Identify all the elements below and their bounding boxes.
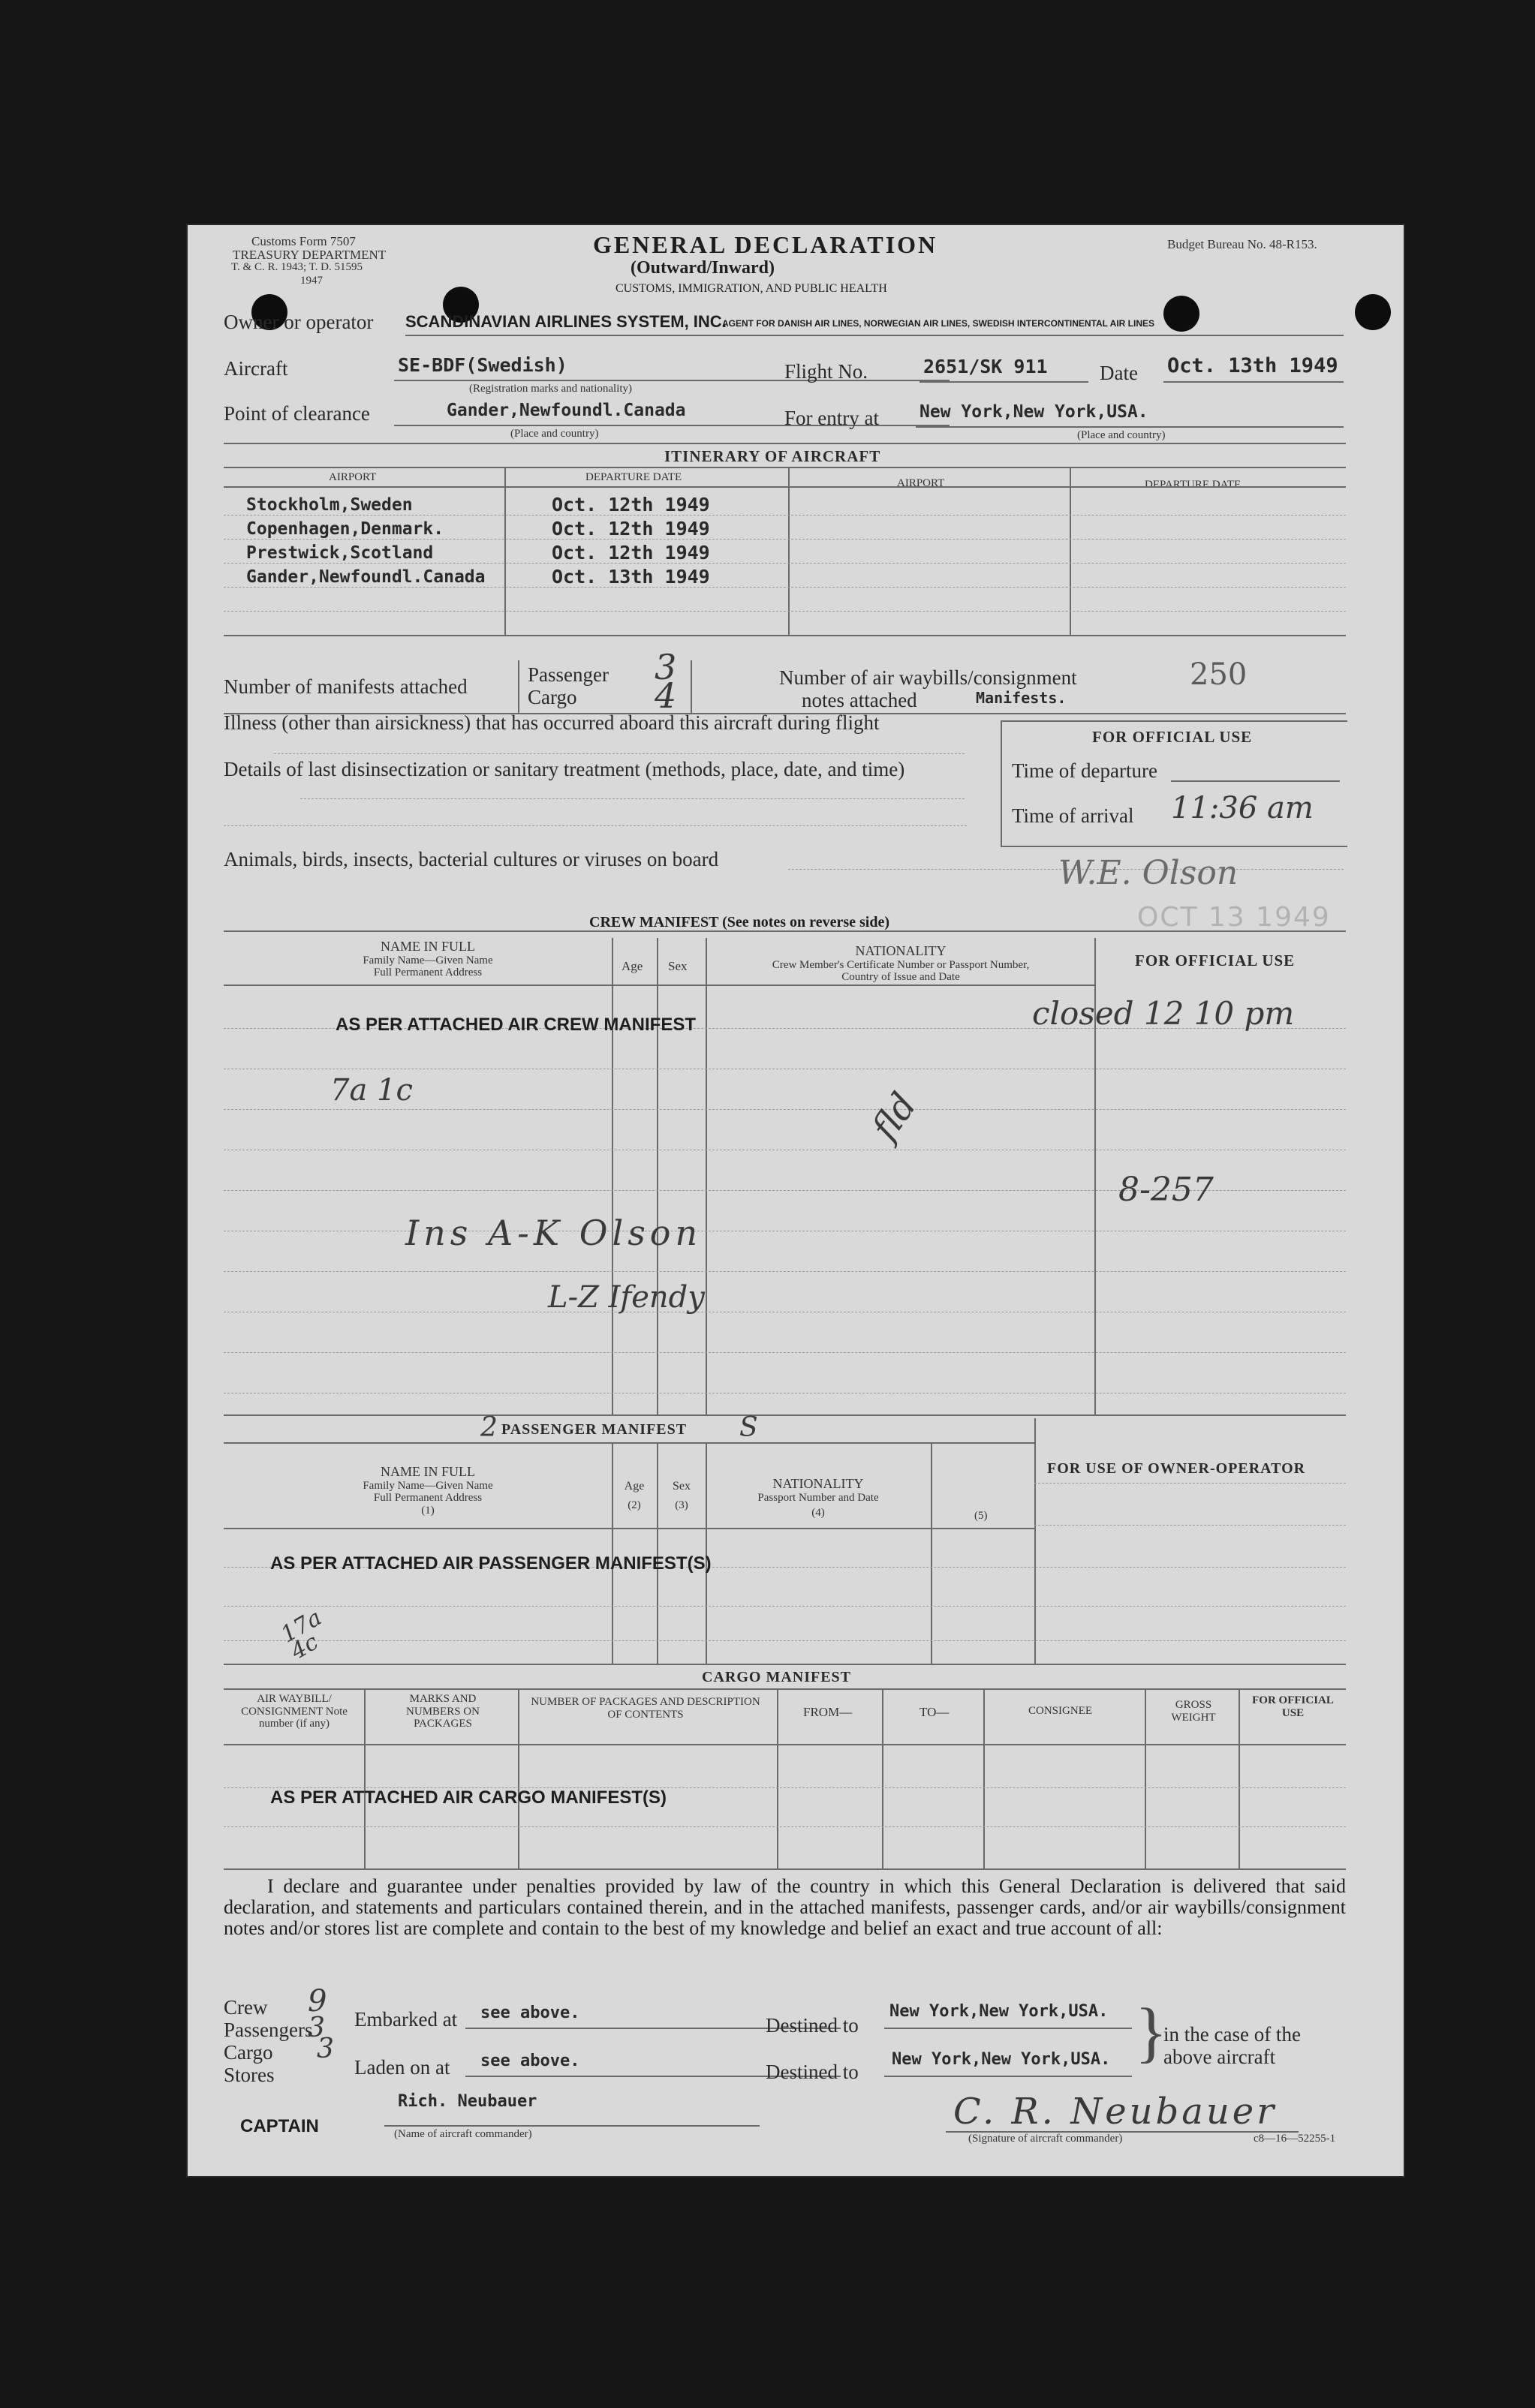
- captain-name-line: [384, 2125, 760, 2127]
- punch-hole: [1163, 296, 1199, 332]
- passenger-col-name: [263, 1465, 593, 1517]
- flight-underline: [919, 381, 1088, 383]
- crew-col-name-3: Full Permanent Address: [373, 967, 483, 979]
- destined-value: New York,New York,USA.: [889, 2002, 1109, 2021]
- flight-label: Flight No.: [784, 360, 868, 383]
- case-label-1: in the case of the: [1163, 2023, 1301, 2046]
- cargo-top-rule: [224, 1688, 1346, 1690]
- declaration-text: I declare and guarantee under penalties provided by law of the country in which this General Declaration is delivered that said declaration, and statements and particulars contained therein, and in the attached manifests, passenger cards, and/or air waybills/consignment notes and/or stores list are complete and contain to the best of my knowledge and belief an exact and true account of all:: [224, 1875, 1346, 1939]
- cargo-col-marks: MARKS AND NUMBERS ON PACKAGES: [406, 1693, 480, 1730]
- itinerary-col-rule: [224, 486, 1346, 488]
- passenger-col-age-label: Age: [624, 1480, 645, 1493]
- budget-number: Budget Bureau No. 48-R153.: [1167, 237, 1317, 251]
- crew-bottom-rule: [224, 1414, 1346, 1416]
- owner-underline: [405, 335, 1344, 336]
- passenger-col-name-2: Family Name—Given Name: [363, 1479, 493, 1492]
- passenger-col-sex-label: Sex: [673, 1480, 691, 1493]
- passenger-divider: [1034, 1418, 1036, 1664]
- arrival-time-label: Time of arrival: [1012, 804, 1134, 827]
- cargo-col-from: FROM—: [803, 1705, 853, 1719]
- itinerary-date: Oct. 12th 1949: [552, 518, 710, 540]
- itinerary-col-departure: DEPARTURE DATE: [585, 471, 682, 483]
- passenger-top-rule: [224, 1442, 1034, 1444]
- departure-time-line: [1171, 780, 1340, 782]
- official-use-title: FOR OFFICIAL USE: [1092, 728, 1253, 746]
- crew-inspector-note: Ins A-K Olson: [405, 1213, 703, 1253]
- passenger-col-sex-num: (3): [675, 1499, 688, 1511]
- crew-closed-note: closed 12 10 pm: [1032, 995, 1295, 1032]
- cargo-divider: [518, 1688, 519, 1868]
- date-underline: [1163, 381, 1344, 383]
- itinerary-row-line: [224, 587, 1346, 588]
- passenger-col-age-num: (2): [628, 1499, 641, 1511]
- waybills-label-2: notes attached: [802, 689, 917, 711]
- passenger-col-nationality: [713, 1477, 923, 1520]
- regulation-line: T. & C. R. 1943; T. D. 51595: [231, 261, 363, 273]
- form-number: Customs Form 7507: [251, 234, 356, 248]
- manifests-cargo-label: Cargo: [528, 686, 577, 708]
- manifests-passenger-label: Passenger: [528, 663, 609, 686]
- manifests-box-edge: [518, 660, 519, 713]
- cargo-col-consignee: CONSIGNEE: [1028, 1705, 1092, 1717]
- disinsect-label: Details of last disinsectization or sanitary treatment (methods, place, date, and time): [224, 758, 905, 780]
- aircraft-label: Aircraft: [224, 357, 288, 380]
- disinsect-line: [224, 825, 967, 826]
- cargo-divider: [882, 1688, 883, 1868]
- passenger-col-name-3: Full Permanent Address: [373, 1492, 483, 1505]
- department: TREASURY DEPARTMENT: [233, 248, 387, 262]
- crew-col-name: [263, 939, 593, 979]
- flight-value: 2651/SK 911: [923, 356, 1048, 377]
- captain-name: Rich. Neubauer: [398, 2092, 537, 2111]
- owner-row-line: [1034, 1483, 1346, 1484]
- cargo-count-label: Cargo: [224, 2041, 273, 2064]
- waybills-label: Number of air waybills/consignment: [779, 666, 1077, 689]
- passenger-row-line: [224, 1606, 1346, 1607]
- itinerary-date: Oct. 12th 1949: [552, 494, 710, 516]
- itinerary-airport: Copenhagen,Denmark.: [246, 519, 444, 539]
- crew-col-age: Age: [622, 959, 643, 973]
- crew-row-line: [224, 1352, 1346, 1353]
- itinerary-date: Oct. 13th 1949: [552, 566, 710, 588]
- entry-value: New York,New York,USA.: [919, 402, 1148, 422]
- passenger-col-nat-1: NATIONALITY: [772, 1476, 864, 1491]
- passenger-count-left: 2: [480, 1412, 498, 1443]
- passenger-bottom-rule: [224, 1664, 1346, 1665]
- crew-col-name-2: Family Name—Given Name: [363, 954, 493, 967]
- official-initials: W.E. Olson: [1058, 854, 1239, 892]
- cargo-divider: [1145, 1688, 1146, 1868]
- form-sheet: [188, 225, 1404, 2176]
- crew-col-nationality: [713, 944, 1088, 984]
- cargo-divider: [1239, 1688, 1240, 1868]
- crew-col-sex: Sex: [668, 959, 688, 973]
- manifests-cargo-value: 4: [655, 675, 677, 716]
- passenger-divider: [931, 1442, 932, 1664]
- form-title: GENERAL DECLARATION: [593, 231, 938, 258]
- itinerary-date: Oct. 12th 1949: [552, 542, 710, 564]
- form-year: 1947: [300, 275, 323, 287]
- owner-value: SCANDINAVIAN AIRLINES SYSTEM, INC.: [405, 312, 727, 331]
- cargo-col-packages: NUMBER OF PACKAGES AND DESCRIPTION OF CONTENTS: [531, 1696, 760, 1721]
- passengers-count-label: Passengers: [224, 2019, 313, 2041]
- laden-value: see above.: [480, 2052, 580, 2070]
- embarked-label: Embarked at: [354, 2008, 458, 2031]
- itinerary-airport: Stockholm,Sweden: [246, 495, 413, 515]
- cargo-divider: [983, 1688, 985, 1868]
- destined-label: Destined to: [766, 2014, 859, 2037]
- captain-name-sub: (Name of aircraft commander): [394, 2128, 532, 2140]
- date-value: Oct. 13th 1949: [1167, 354, 1338, 377]
- aircraft-sub: (Registration marks and nationality): [469, 383, 633, 395]
- crew-count-label: Crew: [224, 1996, 268, 2019]
- crew-divider: [612, 938, 613, 1414]
- itinerary-bottom-rule: [224, 635, 1346, 636]
- animals-label: Animals, birds, insects, bacterial cultures or viruses on board: [224, 848, 719, 870]
- passengers-count-value: 3: [308, 2013, 325, 2043]
- crew-official-title: FOR OFFICIAL USE: [1135, 951, 1296, 970]
- passenger-col-name-1: NAME IN FULL: [381, 1464, 475, 1479]
- crew-count-value: 9: [308, 1984, 327, 2019]
- cargo-col-to: TO—: [919, 1705, 950, 1719]
- crew-inspector-note-2: L-Z Ifendy: [548, 1280, 705, 1315]
- itinerary-col-departure: DEPARTURE DATE: [1145, 479, 1242, 491]
- clearance-sub: (Place and country): [510, 428, 599, 440]
- itinerary-col-airport: AIRPORT: [897, 477, 945, 489]
- departure-time-label: Time of departure: [1012, 759, 1157, 782]
- captain-label: CAPTAIN: [240, 2116, 319, 2136]
- illness-label: Illness (other than airsickness) that has occurred aboard this aircraft during flight: [224, 711, 880, 734]
- cargo-divider: [777, 1688, 778, 1868]
- passenger-col-5: (5): [974, 1510, 988, 1522]
- crew-mark-note: fld: [863, 1085, 926, 1148]
- clearance-label: Point of clearance: [224, 402, 370, 425]
- case-label-2: above aircraft: [1163, 2046, 1276, 2068]
- cargo-row-line: [224, 1826, 1346, 1827]
- entry-underline: [916, 426, 1344, 428]
- passenger-count-note: 17a 4c: [276, 1604, 327, 1665]
- cargo-header-rule: [224, 1744, 1346, 1745]
- arrival-time-value: 11:36 am: [1171, 791, 1314, 825]
- crew-code-note: 8-257: [1118, 1171, 1214, 1209]
- owner-operator-title: FOR USE OF OWNER-OPERATOR: [1047, 1460, 1306, 1477]
- crew-row-line: [224, 1271, 1346, 1272]
- manifests-box-edge: [691, 660, 692, 713]
- crew-divider: [657, 938, 658, 1414]
- crew-attached-note: AS PER ATTACHED AIR CREW MANIFEST: [336, 1015, 696, 1035]
- form-subtitle: (Outward/Inward): [631, 258, 775, 278]
- itinerary-row-line: [224, 563, 1346, 564]
- passenger-header-rule: [224, 1528, 1034, 1529]
- crew-row-line: [224, 1109, 1346, 1110]
- destined-line-2: [884, 2076, 1132, 2077]
- aircraft-value: SE-BDF(Swedish): [398, 354, 567, 376]
- passenger-row-line: [224, 1640, 1346, 1641]
- cargo-divider: [364, 1688, 366, 1868]
- passenger-attached-note: AS PER ATTACHED AIR PASSENGER MANIFEST(S): [270, 1553, 712, 1574]
- crew-header-rule: [224, 985, 1094, 986]
- waybills-type: Manifests.: [976, 689, 1067, 707]
- crew-divider: [706, 938, 707, 1414]
- passenger-col-name-num: (1): [421, 1504, 435, 1517]
- owner-row-line: [1034, 1525, 1346, 1526]
- form-agencies: CUSTOMS, IMMIGRATION, AND PUBLIC HEALTH: [616, 282, 887, 295]
- cargo-count-value: 3: [317, 2034, 334, 2064]
- laden-label: Laden on at: [354, 2056, 450, 2079]
- crew-title: CREW MANIFEST (See notes on reverse side): [589, 914, 889, 930]
- itinerary-row-line: [224, 539, 1346, 540]
- clearance-value: Gander,Newfoundl.Canada: [447, 401, 686, 420]
- punch-hole: [1355, 294, 1391, 330]
- captain-signature: C. R. Neubauer: [953, 2091, 1278, 2133]
- signature-sub: (Signature of aircraft commander): [968, 2133, 1123, 2145]
- cargo-col-waybill: AIR WAYBILL/ CONSIGNMENT Note number (if any): [241, 1693, 348, 1730]
- destined-line: [884, 2028, 1132, 2029]
- passenger-col-nat-2: Passport Number and Date: [757, 1491, 879, 1504]
- passenger-col-age: [616, 1480, 653, 1511]
- passenger-col-sex: [662, 1480, 701, 1511]
- passenger-title: PASSENGER MANIFEST: [501, 1421, 688, 1438]
- cargo-col-weight: GROSS WEIGHT: [1171, 1699, 1216, 1724]
- entry-label: For entry at: [784, 407, 879, 429]
- passenger-count-right: S: [739, 1412, 758, 1443]
- cargo-title: CARGO MANIFEST: [702, 1669, 852, 1685]
- print-code: c8—16—52255-1: [1254, 2133, 1336, 2145]
- crew-col-nat-1: NATIONALITY: [855, 943, 947, 958]
- itinerary-airport: Prestwick,Scotland: [246, 543, 434, 563]
- manifests-label: Number of manifests attached: [224, 675, 468, 698]
- itinerary-top-rule: [224, 443, 1346, 444]
- disinsect-line: [300, 798, 965, 799]
- received-date-stamp: OCT 13 1949: [1137, 902, 1331, 933]
- cargo-bottom-rule: [224, 1868, 1346, 1870]
- waybills-value: 250: [1190, 657, 1248, 692]
- embarked-value: see above.: [480, 2004, 580, 2022]
- case-brace: }: [1135, 1995, 1168, 2070]
- passenger-col-nat-num: (4): [811, 1507, 825, 1520]
- itinerary-title: ITINERARY OF AIRCRAFT: [664, 447, 881, 465]
- crew-col-nat-3: Country of Issue and Date: [841, 971, 960, 984]
- itinerary-col-airport: AIRPORT: [329, 471, 377, 483]
- entry-sub: (Place and country): [1077, 429, 1166, 441]
- cargo-attached-note: AS PER ATTACHED AIR CARGO MANIFEST(S): [270, 1787, 667, 1808]
- crew-col-nat-2: Crew Member's Certificate Number or Passport Number,: [772, 958, 1030, 971]
- cargo-col-official: FOR OFFICIAL USE: [1252, 1694, 1334, 1719]
- stores-count-label: Stores: [224, 2064, 275, 2086]
- manifests-passenger-value: 3: [655, 647, 677, 687]
- itinerary-row-line: [224, 515, 1346, 516]
- destined-label-2: Destined to: [766, 2061, 859, 2083]
- destined-value-2: New York,New York,USA.: [892, 2050, 1111, 2069]
- date-label: Date: [1100, 362, 1138, 384]
- itinerary-head-rule: [224, 467, 1346, 468]
- itinerary-row-line: [224, 611, 1346, 612]
- crew-count-note: 7a 1c: [330, 1073, 413, 1108]
- owner-agent: AGENT FOR DANISH AIR LINES, NORWEGIAN AIR LINES, SWEDISH INTERCONTINENTAL AIR LINES: [722, 318, 1155, 329]
- owner-label: Owner or operator: [224, 311, 374, 333]
- itinerary-airport: Gander,Newfoundl.Canada: [246, 567, 486, 587]
- crew-col-name-1: NAME IN FULL: [381, 939, 475, 954]
- illness-line: [274, 753, 965, 754]
